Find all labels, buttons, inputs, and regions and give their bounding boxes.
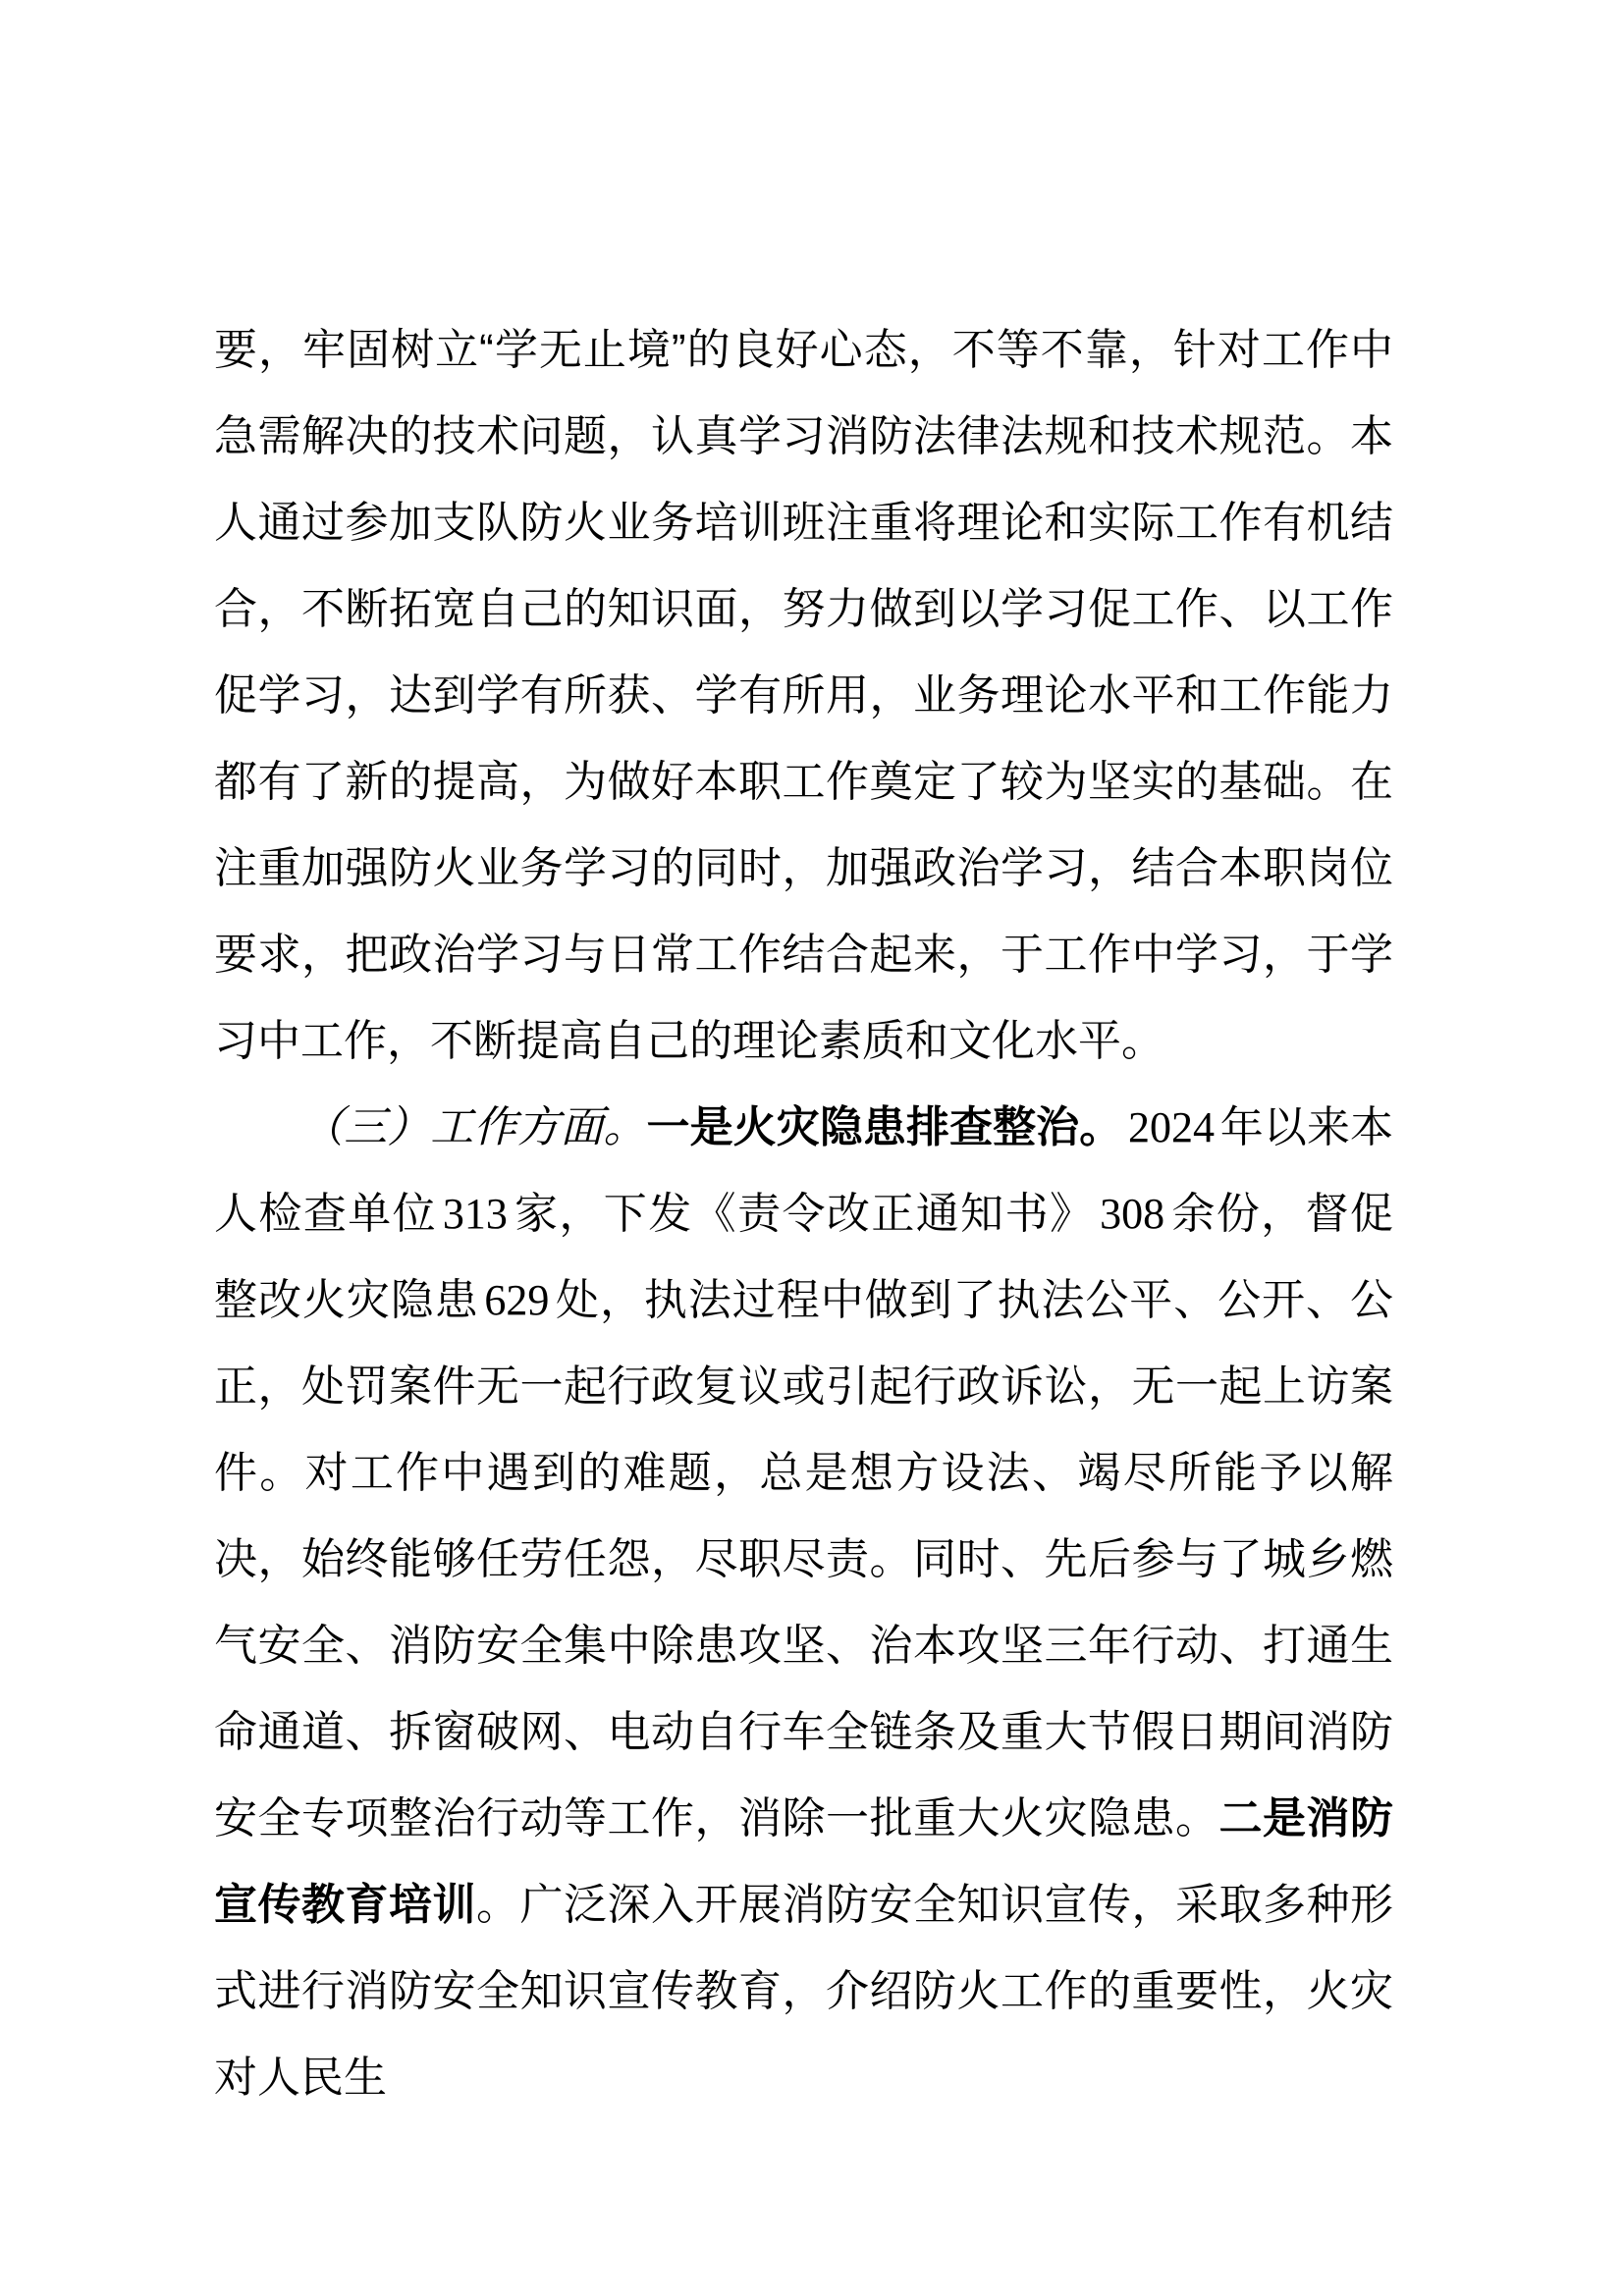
text-run-bold: 一是火灾隐患排查整治。 (646, 1103, 1123, 1151)
text-run-regular: 要，牢固树立“学无止境”的良好心态，不等不靠，针对工作中急需解决的技术问题，认真学习消防法律法规和技术规范。本人通过参加支队防火业务培训班注重将理论和实际工作有机结合，不断拓宽自己的知识面，努力做到以学习促工作、以工作促学习，达到学有所获、学有所用，业务理论水平和工作能力都有了新的提高，为做好本职工作奠定了较为坚实的基础。在注重加强防火业务学习的同时，加强政治学习，结合本职岗位要求，把政治学习与日常工作结合起来，于工作中学习，于学习中工作，不断提高自己的理论素质和文化水平。 (214, 326, 1393, 1065)
text-run-regular: 余份，督促整改火灾隐患 (214, 1190, 1393, 1324)
text-run-num: 2024 (1128, 1103, 1216, 1151)
text-run-regular: 家，下发《责令改正通知书》 (513, 1190, 1095, 1238)
paragraph-work-aspect (214, 1085, 1393, 2121)
text-run-regular: 。广泛深入开展消防安全知识宣传，采取多种形式进行消防安全知识宣传教育，介绍防火工作的重要性，火灾对人民生 (214, 1881, 1393, 2102)
text-run-num: 308 (1100, 1190, 1165, 1238)
text-run-regular: 处，执法过程中做到了执法公平、公开、公正，处罚案件无一起行政复议或引起行政诉讼，无一起上访案件。对工作中遇到的难题，总是想方设法、竭尽所能予以解决，始终能够任劳任怨，尽职尽责。同时、先后参与了城乡燃气安全、消防安全集中除患攻坚、治本攻坚三年行动、打通生命通道、拆窗破网、电动自行车全链条及重大节假日期间消防安全专项整治行动等工作，消除一批重大火灾隐患。 (214, 1276, 1393, 1842)
paragraph-study-continuation (214, 307, 1393, 1085)
text-run-num: 313 (442, 1190, 508, 1238)
text-run-num: 629 (484, 1276, 550, 1324)
document-body (214, 307, 1393, 2121)
text-run-regular: 年以来本人检查单位 (214, 1103, 1394, 1238)
text-run-kai: （三）工作方面。 (300, 1103, 647, 1151)
text-run-bold: 二是消防宣传教育培训 (214, 1794, 1393, 1929)
